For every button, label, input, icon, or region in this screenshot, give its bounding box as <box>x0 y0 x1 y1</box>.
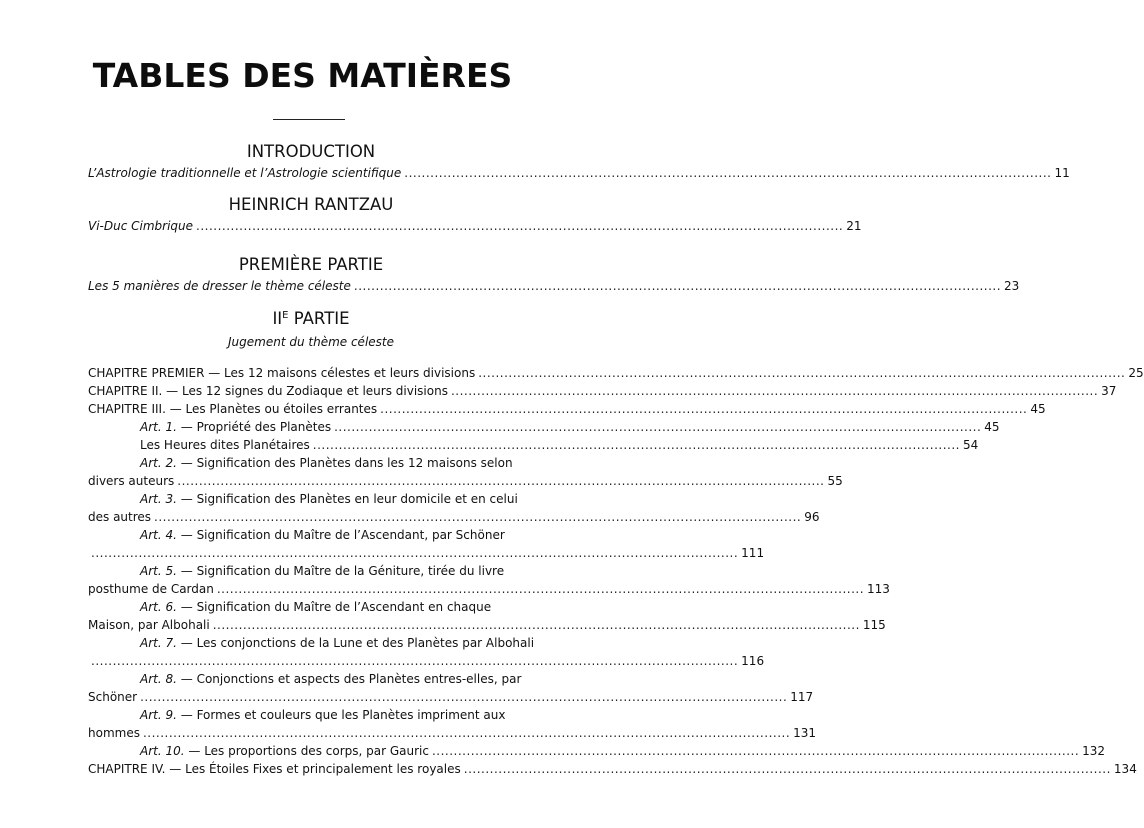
heading-roman: II <box>272 309 283 328</box>
toc-entry-art-6-line2[interactable] <box>88 617 886 633</box>
entry-page: 25 <box>1128 366 1144 380</box>
article-number: Art. 6. <box>140 600 177 614</box>
article-number: Art. 5. <box>140 564 177 578</box>
entry-title: — Signification du Maître de l’Ascendant, par Schöner <box>176 528 505 542</box>
toc-entry-introduction[interactable] <box>88 165 1070 181</box>
entry-title: — Propriété des Planètes <box>176 420 332 434</box>
leader-dots: ...................................................................................................................................................... <box>478 366 1126 380</box>
entry-title: CHAPITRE III. — Les Planètes ou étoiles errantes <box>88 402 378 416</box>
leader-dots: ...................................................................................................................................................... <box>431 744 1080 758</box>
heading-rest: PARTIE <box>288 309 350 328</box>
toc-entry-art-4-line1[interactable] <box>140 527 534 543</box>
entry-page: 115 <box>862 618 886 632</box>
article-number: Art. 4. <box>140 528 177 542</box>
toc-entry-art-9-line1[interactable] <box>140 707 534 723</box>
title-divider <box>273 119 345 120</box>
toc-entry-premiere-partie[interactable] <box>88 278 1020 294</box>
entry-title: Les 5 manières de dresser le thème céleste <box>88 279 351 293</box>
entry-page: 131 <box>793 726 817 740</box>
toc-entry-heures[interactable] <box>140 437 979 453</box>
leader-dots: ...................................................................................................................................................... <box>196 219 844 233</box>
toc-entry-art-8-line2[interactable] <box>88 689 814 705</box>
entry-page: 11 <box>1054 166 1070 180</box>
leader-dots: ...................................................................................................................................................... <box>334 420 982 434</box>
entry-title: — Signification des Planètes dans les 12 maisons selon <box>176 456 513 470</box>
entry-page: 45 <box>984 420 1000 434</box>
leader-dots: ...................................................................................................................................................... <box>212 618 860 632</box>
article-number: Art. 9. <box>140 708 177 722</box>
toc-entry-art-7-line1[interactable] <box>140 635 534 651</box>
toc-entry-art-8-line1[interactable] <box>140 671 534 687</box>
premiere-partie-heading: PREMIÈRE PARTIE <box>238 255 384 274</box>
entry-title: — Signification des Planètes en leur domicile et en celui <box>176 492 518 506</box>
leader-dots: ...................................................................................................................................................... <box>312 438 960 452</box>
entry-title-cont: Maison, par Albohali <box>88 618 210 632</box>
entry-page: 45 <box>1030 402 1046 416</box>
toc-entry-art-5-line2[interactable] <box>88 581 890 597</box>
leader-dots: ...................................................................................................................................................... <box>154 510 802 524</box>
entry-title-cont: Schöner <box>88 690 138 704</box>
leader-dots: ...................................................................................................................................................... <box>91 654 739 668</box>
toc-entry-art-9-line2[interactable] <box>88 725 817 741</box>
introduction-heading: INTRODUCTION <box>246 142 376 161</box>
entry-title: Vi-Duc Cimbrique <box>88 219 194 233</box>
deuxieme-partie-heading <box>0 309 622 328</box>
leader-dots: ...................................................................................................................................................... <box>177 474 825 488</box>
entry-page: 55 <box>827 474 843 488</box>
toc-entry-art-3-line2[interactable] <box>88 509 820 525</box>
entry-title: — Formes et couleurs que les Planètes impriment aux <box>176 708 506 722</box>
entry-title: CHAPITRE IV. — Les Étoiles Fixes et principalement les royales <box>88 762 461 776</box>
toc-entry-chapitre-premier[interactable] <box>88 365 1144 381</box>
toc-entry-art-4-line2[interactable] <box>88 545 765 561</box>
entry-page: 132 <box>1082 744 1106 758</box>
toc-entry-art-6-line1[interactable] <box>140 599 534 615</box>
leader-dots: ...................................................................................................................................................... <box>463 762 1111 776</box>
leader-dots: ...................................................................................................................................................... <box>450 384 1099 398</box>
leader-dots: ...................................................................................................................................................... <box>140 690 788 704</box>
toc-entry-art-1[interactable] <box>140 419 1000 435</box>
entry-page: 111 <box>741 546 765 560</box>
article-number: Art. 7. <box>140 636 177 650</box>
toc-entry-art-2-line1[interactable] <box>140 455 534 471</box>
entry-title: — Les conjonctions de la Lune et des Planètes par Albohali <box>176 636 535 650</box>
toc-entry-chapitre-4[interactable] <box>88 761 1137 777</box>
leader-dots: ...................................................................................................................................................... <box>216 582 865 596</box>
entry-title-cont: des autres <box>88 510 152 524</box>
article-number: Art. 2. <box>140 456 177 470</box>
leader-dots: ...................................................................................................................................................... <box>353 279 1002 293</box>
entry-page: 134 <box>1113 762 1137 776</box>
leader-dots: ...................................................................................................................................................... <box>380 402 1028 416</box>
entry-title: — Signification du Maître de la Géniture, tirée du livre <box>176 564 505 578</box>
entry-page: 96 <box>804 510 820 524</box>
entry-title: CHAPITRE PREMIER — Les 12 maisons célestes et leurs divisions <box>88 366 476 380</box>
article-number: Art. 3. <box>140 492 177 506</box>
rantzau-heading: HEINRICH RANTZAU <box>228 195 394 214</box>
leader-dots: ...................................................................................................................................................... <box>404 166 1052 180</box>
toc-entry-chapitre-2[interactable] <box>88 383 1117 399</box>
entry-title: — Conjonctions et aspects des Planètes entres-elles, par <box>176 672 522 686</box>
deuxieme-partie-subtitle: Jugement du thème céleste <box>228 335 394 349</box>
toc-entry-art-5-line1[interactable] <box>140 563 534 579</box>
leader-dots: ...................................................................................................................................................... <box>142 726 791 740</box>
article-number: Art. 10. <box>140 744 185 758</box>
page-title: TABLES DES MATIÈRES <box>92 56 513 95</box>
toc-entry-art-7-line2[interactable] <box>88 653 765 669</box>
toc-entry-rantzau[interactable] <box>88 218 862 234</box>
entry-title-cont: hommes <box>88 726 140 740</box>
toc-entry-art-2-line2[interactable] <box>88 473 843 489</box>
entry-page: 117 <box>790 690 814 704</box>
article-number: Art. 1. <box>140 420 177 434</box>
entry-title: — Signification du Maître de l’Ascendant en chaque <box>176 600 492 614</box>
leader-dots: ...................................................................................................................................................... <box>91 546 739 560</box>
entry-title: Les Heures dites Planétaires <box>140 438 310 452</box>
entry-title-cont: divers auteurs <box>88 474 175 488</box>
entry-title-cont: posthume de Cardan <box>88 582 214 596</box>
entry-title: CHAPITRE II. — Les 12 signes du Zodiaque et leurs divisions <box>88 384 448 398</box>
entry-page: 54 <box>962 438 979 452</box>
entry-page: 116 <box>741 654 765 668</box>
entry-title: L’Astrologie traditionnelle et l’Astrologie scientifique <box>88 166 402 180</box>
entry-page: 113 <box>867 582 890 596</box>
entry-page: 37 <box>1101 384 1117 398</box>
article-number: Art. 8. <box>140 672 177 686</box>
entry-page: 21 <box>846 219 862 233</box>
toc-entry-art-10[interactable] <box>140 743 1106 759</box>
entry-page: 23 <box>1004 279 1020 293</box>
toc-entry-art-3-line1[interactable] <box>140 491 534 507</box>
toc-entry-chapitre-3[interactable] <box>88 401 1046 417</box>
entry-title: — Les proportions des corps, par Gauric <box>184 744 429 758</box>
heading-superscript: E <box>282 310 289 321</box>
